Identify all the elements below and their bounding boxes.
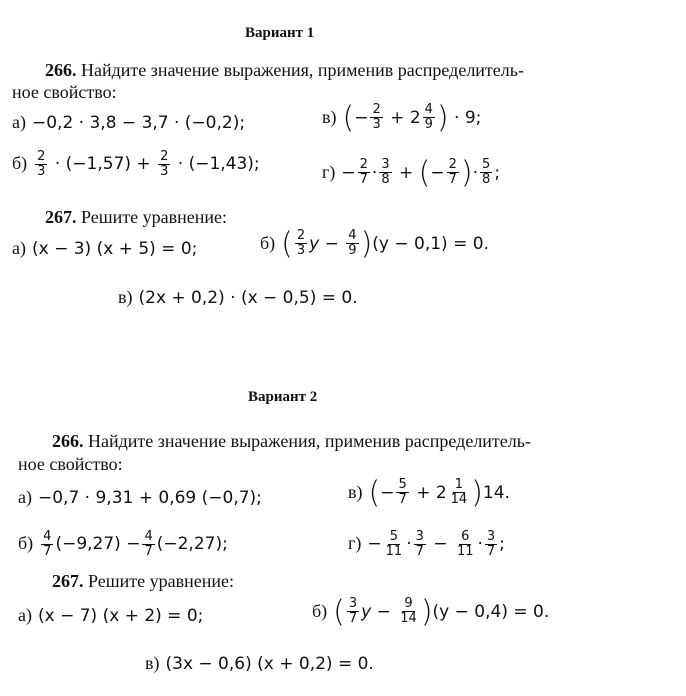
v1-item-v bbox=[322, 100, 481, 135]
v1-v-label: в) bbox=[322, 106, 337, 127]
v2-b-den2: 7 bbox=[144, 543, 153, 559]
v2-v-expression: (− $\frac{5}{7}$ + 2 $\frac{1}{14}$ )14. bbox=[368, 475, 510, 510]
v2-eqb-den2: 14 bbox=[400, 611, 417, 626]
v2-item-v bbox=[348, 475, 510, 510]
v2-g-num4: 3 bbox=[486, 529, 496, 544]
v1-eq-a bbox=[12, 238, 197, 259]
v1-v-den2: 9 bbox=[424, 117, 433, 132]
v1-eq-b bbox=[260, 226, 489, 261]
v2-g-den1: 11 bbox=[385, 543, 403, 559]
v1-v-tail: · 9; bbox=[454, 107, 482, 128]
v2-eq-a bbox=[18, 605, 203, 626]
v1-eqb-num1: 2 bbox=[296, 228, 306, 244]
v2-eq-v-expression: (3x − 0,6) (x + 0,2) = 0. bbox=[165, 654, 374, 674]
v2-g-num1: 5 bbox=[389, 529, 399, 544]
v1-g-num1: 2 bbox=[359, 157, 368, 173]
variant1-title: Вариант 1 bbox=[245, 25, 315, 41]
v2-b-part2: (−2,27); bbox=[156, 534, 228, 555]
v1-g-den1: 7 bbox=[359, 172, 368, 187]
variant2-title: Вариант 2 bbox=[248, 389, 318, 405]
v2-v-num2: 1 bbox=[454, 477, 464, 493]
v1-eqb-den2: 9 bbox=[348, 243, 357, 258]
v1-item-a bbox=[12, 112, 245, 133]
v2-b-den1: 7 bbox=[43, 543, 52, 559]
v2-v-num1: 5 bbox=[398, 477, 407, 493]
v1-b-den2: 3 bbox=[160, 163, 169, 179]
v1-b-label: б) bbox=[12, 153, 28, 174]
v2-task267-number: 267. bbox=[52, 571, 84, 591]
v2-g-label: г) bbox=[348, 533, 362, 554]
v1-g-num2: 3 bbox=[381, 157, 390, 173]
v1-v-whole: 2 bbox=[409, 107, 421, 128]
v2-eq-a-label: а) bbox=[18, 605, 32, 625]
v1-eq-v-expression: (2x + 0,2) · (x − 0,5) = 0. bbox=[138, 288, 358, 308]
v1-item-g bbox=[322, 155, 500, 190]
v2-task266-number: 266. bbox=[52, 431, 84, 451]
v1-eqb-tail: (y − 0,1) = 0. bbox=[372, 233, 489, 254]
v2-eqb-num1: 3 bbox=[348, 596, 358, 612]
v1-a-label: а) bbox=[12, 112, 26, 132]
v2-b-expression bbox=[39, 529, 228, 559]
v2-eqb-num2: 9 bbox=[404, 596, 413, 612]
v2-task267-text: Решите уравнение: bbox=[88, 571, 234, 591]
v1-v-expression: (− $\frac{2}{3}$ + 2 $\frac{4}{9}$ ) · 9; bbox=[342, 100, 482, 135]
v2-a-expression: −0,7 · 9,31 + 0,69 (−0,7); bbox=[37, 488, 262, 508]
v1-eqb-num2: 4 bbox=[348, 228, 357, 244]
v1-v-den1: 3 bbox=[372, 117, 381, 132]
v1-g-den4: 8 bbox=[482, 172, 491, 187]
v2-task266-heading bbox=[52, 431, 531, 452]
v1-eq-v-label: в) bbox=[118, 287, 133, 307]
v2-v-whole: 2 bbox=[435, 482, 447, 503]
v1-task267-text: Решите уравнение: bbox=[81, 207, 227, 227]
v2-b-part1: (−9,27) − bbox=[55, 534, 141, 555]
v2-eq-b bbox=[312, 594, 549, 629]
v1-b-part1: · (−1,57) + bbox=[54, 154, 151, 175]
v2-task267-heading bbox=[52, 571, 234, 592]
v2-item-b bbox=[18, 530, 228, 558]
v1-b-part2: · (−1,43); bbox=[177, 154, 260, 175]
v1-v-num1: 2 bbox=[372, 102, 381, 118]
v2-g-num2: 3 bbox=[415, 529, 424, 544]
v1-task267-number: 267. bbox=[45, 207, 77, 227]
v1-g-den3: 7 bbox=[448, 172, 457, 187]
v1-g-expression: − $\frac{2}{7}$ · $\frac{3}{8}$ + (− $\frac{2}{7}$ )· $\frac{5}{8}$ ; bbox=[341, 155, 501, 190]
v2-g-den4: 7 bbox=[486, 543, 496, 559]
v1-task266-heading bbox=[45, 60, 524, 81]
v2-g-den2: 7 bbox=[415, 543, 424, 559]
v2-eqb-den1: 7 bbox=[348, 611, 358, 626]
v2-v-den2: 14 bbox=[450, 492, 468, 507]
v1-eq-b-expression: ( $\frac{2}{3}$ y − $\frac{4}{9}$ )(y − 0,1) = 0. bbox=[281, 226, 489, 261]
v1-task267-heading bbox=[45, 207, 227, 228]
v1-b-num2: 2 bbox=[160, 149, 169, 164]
v2-g-den3: 11 bbox=[456, 543, 474, 559]
v2-v-tail: 14. bbox=[482, 482, 510, 503]
v2-b-label: б) bbox=[18, 533, 34, 554]
v2-a-label: а) bbox=[18, 487, 32, 507]
v1-a-expression: −0,2 · 3,8 − 3,7 · (−0,2); bbox=[31, 113, 246, 133]
v2-item-a bbox=[18, 487, 262, 508]
v1-b-expression bbox=[33, 149, 260, 179]
v1-b-num1: 2 bbox=[37, 149, 46, 164]
v2-eq-v bbox=[145, 653, 374, 674]
v2-task266-continuation: ное свойство: bbox=[18, 454, 123, 474]
v1-v-num2: 4 bbox=[424, 102, 433, 118]
v2-eq-b-label: б) bbox=[312, 600, 328, 621]
v1-task266-text: Найдите значение выражения, применив распределитель- bbox=[81, 60, 524, 80]
v2-v-den1: 7 bbox=[398, 492, 407, 507]
v1-eqb-den1: 3 bbox=[296, 243, 306, 258]
v1-eq-a-expression: (x − 3) (x + 5) = 0; bbox=[31, 239, 198, 259]
v1-eq-v bbox=[118, 287, 358, 308]
v2-b-num2: 4 bbox=[144, 529, 153, 544]
v1-g-label: г) bbox=[322, 161, 336, 182]
v2-eq-b-expression: ( $\frac{3}{7}$ y − $\frac{9}{14}$ )(y − 0,4) = 0. bbox=[333, 594, 550, 629]
v1-eq-b-label: б) bbox=[260, 232, 276, 253]
v1-g-den2: 8 bbox=[381, 172, 390, 187]
v2-item-g bbox=[348, 530, 505, 558]
v2-b-num1: 4 bbox=[43, 529, 52, 544]
v1-item-b bbox=[12, 150, 260, 178]
v2-v-label: в) bbox=[348, 481, 363, 502]
v2-task266-text: Найдите значение выражения, применив распределитель- bbox=[88, 431, 531, 451]
v2-eq-a-expression: (x − 7) (x + 2) = 0; bbox=[37, 606, 204, 626]
v2-g-num3: 6 bbox=[461, 529, 470, 544]
v1-g-num4: 5 bbox=[482, 157, 491, 173]
v1-g-num3: 2 bbox=[448, 157, 457, 173]
v1-eq-a-label: а) bbox=[12, 238, 26, 258]
v1-task266-number: 266. bbox=[45, 60, 77, 80]
v1-b-den1: 3 bbox=[37, 163, 46, 179]
v2-eqb-tail: (y − 0,4) = 0. bbox=[432, 601, 550, 622]
v2-eq-v-label: в) bbox=[145, 653, 160, 673]
v2-g-expression: − $\frac{5}{11}$ · $\frac{3}{7}$ − $\frac{6}{11}$ · $\frac{3}{7}$ ; bbox=[367, 529, 505, 559]
v1-task266-continuation: ное свойство: bbox=[12, 82, 117, 102]
